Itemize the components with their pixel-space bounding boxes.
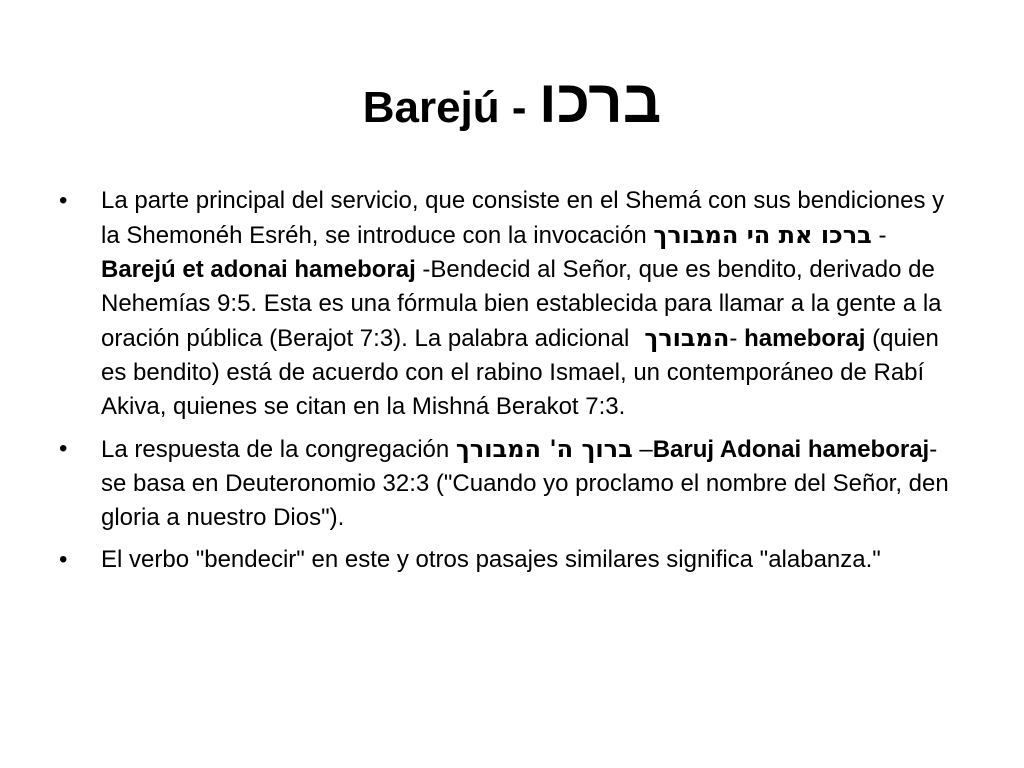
text-segment: - se basa en Deuteronomio 32:3 ("Cuando yo proclamo el nombre del Señor, den gloria a nuestro Dios"). [101,436,949,531]
title-hebrew: ברכו [538,68,662,135]
title-latin: Barejú - [362,83,539,132]
bullet-icon: • [59,435,68,462]
text-segment: - [871,222,887,249]
bullet-text-2 [101,436,949,531]
transliteration: Baruj Adonai hameboraj [652,436,930,463]
bullet-text-1 [101,187,944,420]
slide-title [0,70,1024,140]
text-segment: – [632,436,653,463]
text-segment: -Bendecid al Señor, que es bendito, derivado de Nehemías 9:5. Esta es una fórmula bien establecida para llamar a la gente a la oración pública (Berajot 7:3). La palabra adicional [101,256,942,352]
transliteration: hameboraj [744,325,866,352]
bullet-item-1 [56,184,956,424]
text-segment: El verbo "bendecir" en este y otros pasajes similares significa "alabanza." [101,546,881,573]
hebrew-word: המבורך [636,324,730,352]
text-segment: La respuesta de la congregación [101,436,456,463]
transliteration: Barejú et adonai hameboraj [101,256,416,283]
text-segment: - [729,325,745,352]
text-segment: La parte principal del servicio, que consiste en el Shemá con sus bendiciones y la Shemonéh Esréh, se introduce con la invocación [101,187,945,249]
bullet-item-2 [56,432,956,535]
hebrew-phrase: ברכו את הי המבורך [653,221,872,249]
bullet-icon: • [59,546,68,573]
bullet-icon: • [59,187,68,214]
bullet-text-3 [101,546,881,573]
text-segment: (quien es bendito) está de acuerdo con el rabino Ismael, un contemporáneo de Rabí Akiva, quienes se citan en la Mishná Berakot 7:3. [101,325,939,420]
bullet-list [56,184,956,585]
hebrew-phrase: ברוך ה' המבורך [455,435,633,463]
bullet-item-3 [56,543,956,577]
